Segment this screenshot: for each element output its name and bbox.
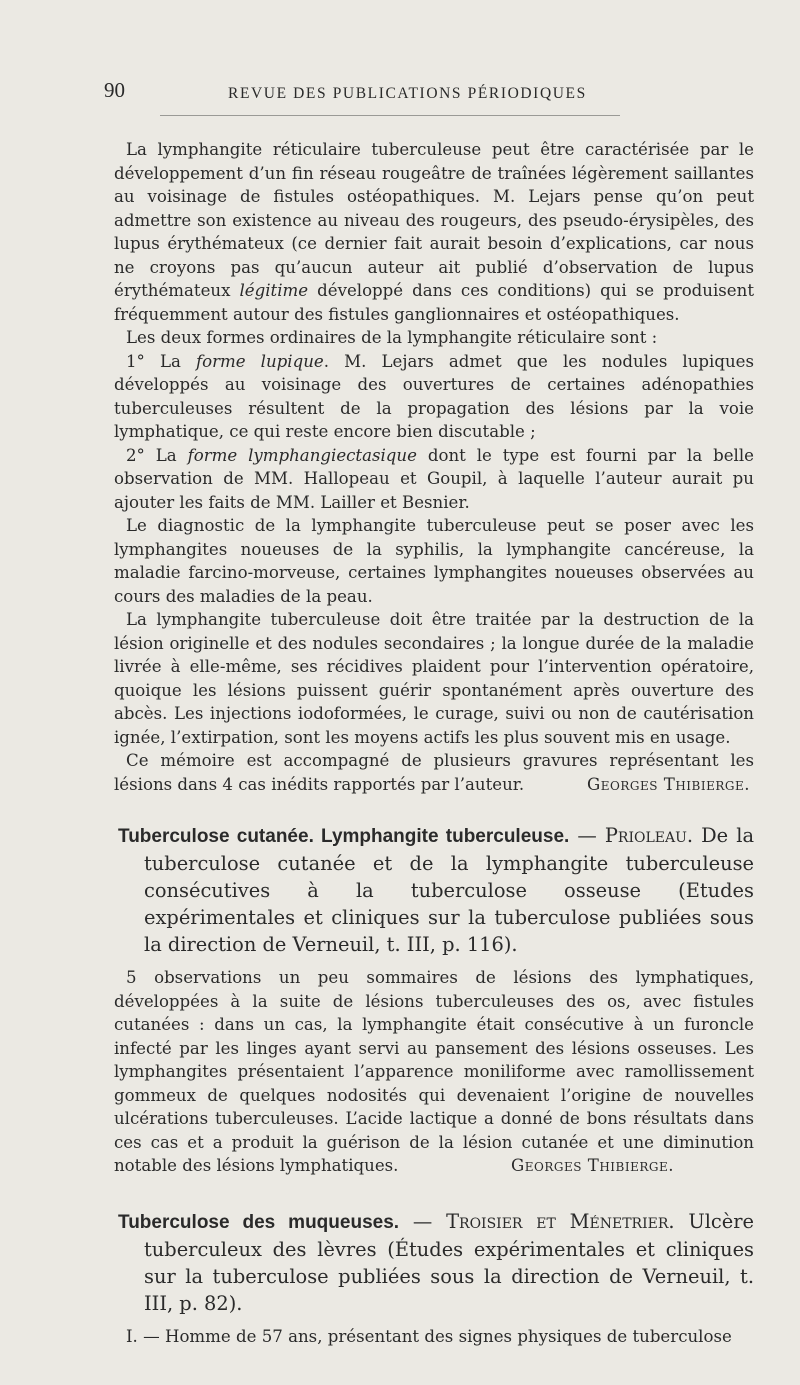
paragraph-4: 2° La forme lymphangiectasique dont le type est fourni par la belle observation de MM. Hallopeau et Goupil, à laquelle l’auteur aurait pu ajouter les faits de MM. Lailler et Besnier. bbox=[114, 445, 754, 512]
section-2-body: 5 observations un peu sommaires de lésions des lymphatiques, développées à la suite de lésions tuberculeuses des os, avec fistules cutanées : dans un cas, la lymphangite était consécutive à un furoncle infecté par les linges ayant servi au pansement des lésions osseuses. Les lymphangites présentaient l’apparence moniliforme avec ramollissement gommeux de quelques nodosités qui devenaient l’origine de nouvelles ulcérations tuberculeuses. L’acide lactique a donné de bons résultats dans ces cas et a produit la guérison de la lésion cutanée et une diminution notable des lésions lymphatiques. Georges Thibierge. bbox=[114, 966, 754, 1178]
paragraph-5: Le diagnostic de la lymphangite tuberculeuse peut se poser avec les lymphangites noueuses de la syphilis, la lymphangite cancéreuse, la maladie farcino-morveuse, certaines lymphangites noueuses observées au cours des maladies de la peau. bbox=[114, 516, 754, 606]
section-3-body: I. — Homme de 57 ans, présentant des signes physiques de tuberculose bbox=[126, 1326, 732, 1346]
paragraph-7: Ce mémoire est accompagné de plusieurs gravures représentant les lésions dans 4 cas inédits rapportés par l’auteur. Georges Thibierge. bbox=[114, 749, 754, 796]
section-title: Tuberculose des muqueuses. bbox=[118, 1211, 400, 1233]
article-body bbox=[114, 138, 754, 1348]
section-author: Troisier et Ménetrier bbox=[446, 1209, 669, 1233]
signature: Georges Thibierge. bbox=[511, 1156, 674, 1175]
running-title: REVUE DES PUBLICATIONS PÉRIODIQUES bbox=[228, 85, 587, 102]
paragraph-2: Les deux formes ordinaires de la lymphangite réticulaire sont : bbox=[126, 328, 658, 347]
paragraph-1: La lymphangite réticulaire tuberculeuse peut être caractérisée par le développement d’un fin réseau rougeâtre de traînées légèrement saillantes au voisinage de fistules ostéopathiques. M. Lejars pense qu’on peut admettre son existence au niveau des rougeurs, des pseudo-érysipèles, des lupus érythémateux (ce dernier fait aurait besoin d’explications, car nous ne croyons pas qu’aucun auteur ait publié d’observation de lupus érythémateux légitime développé dans ces conditions) qui se produisent fréquemment autour des fistules ganglionnaires et ostéopathiques. bbox=[114, 140, 754, 324]
section-author: Prioleau bbox=[604, 824, 687, 847]
section-title: Tuberculose cutanée. Lymphangite tuberculeuse. bbox=[118, 826, 570, 847]
header-rule bbox=[160, 115, 620, 116]
signature: Georges Thibierge. bbox=[587, 774, 750, 794]
paragraph-6: La lymphangite tuberculeuse doit être traitée par la destruction de la lésion originelle et des nodules secondaires ; la longue durée de la maladie livrée à elle-même, ses récidives plaident pour l’intervention opératoire, quoique les lésions puissent guérir spontanément après ouverture des abcès. Les injections iodoformées, le curage, suivi ou non de cautérisation ignée, l’extirpation, sont les moyens actifs les plus souvent mis en usage. bbox=[114, 610, 754, 747]
page-number: 90 bbox=[104, 78, 125, 102]
section-heading-tuberculose-cutanee: Tuberculose cutanée. Lymphangite tuberculeuse. — Prioleau. De la tuberculose cutanée et de la lymphangite tuberculeuse consécutives à la tuberculose osseuse (Etudes expérimentales et cliniques sur la tuberculose publiées sous la direction de Verneuil, t. III, p. 116). bbox=[118, 824, 755, 956]
paragraph-3: 1° La forme lupique. M. Lejars admet que les nodules lupiques développés au voisinage des ouvertures de certaines adénopathies tuberculeuses résultent de la propagation des lésions par la voie lymphatique, ce qui reste encore bien discutable ; bbox=[114, 351, 755, 441]
section-heading-tuberculose-muqueuses: Tuberculose des muqueuses. — Troisier et Ménetrier. Ulcère tuberculeux des lèvres (Études expérimentales et cliniques sur la tuberculose publiées sous la direction de Verneuil, t. III, p. 82). bbox=[118, 1209, 755, 1315]
